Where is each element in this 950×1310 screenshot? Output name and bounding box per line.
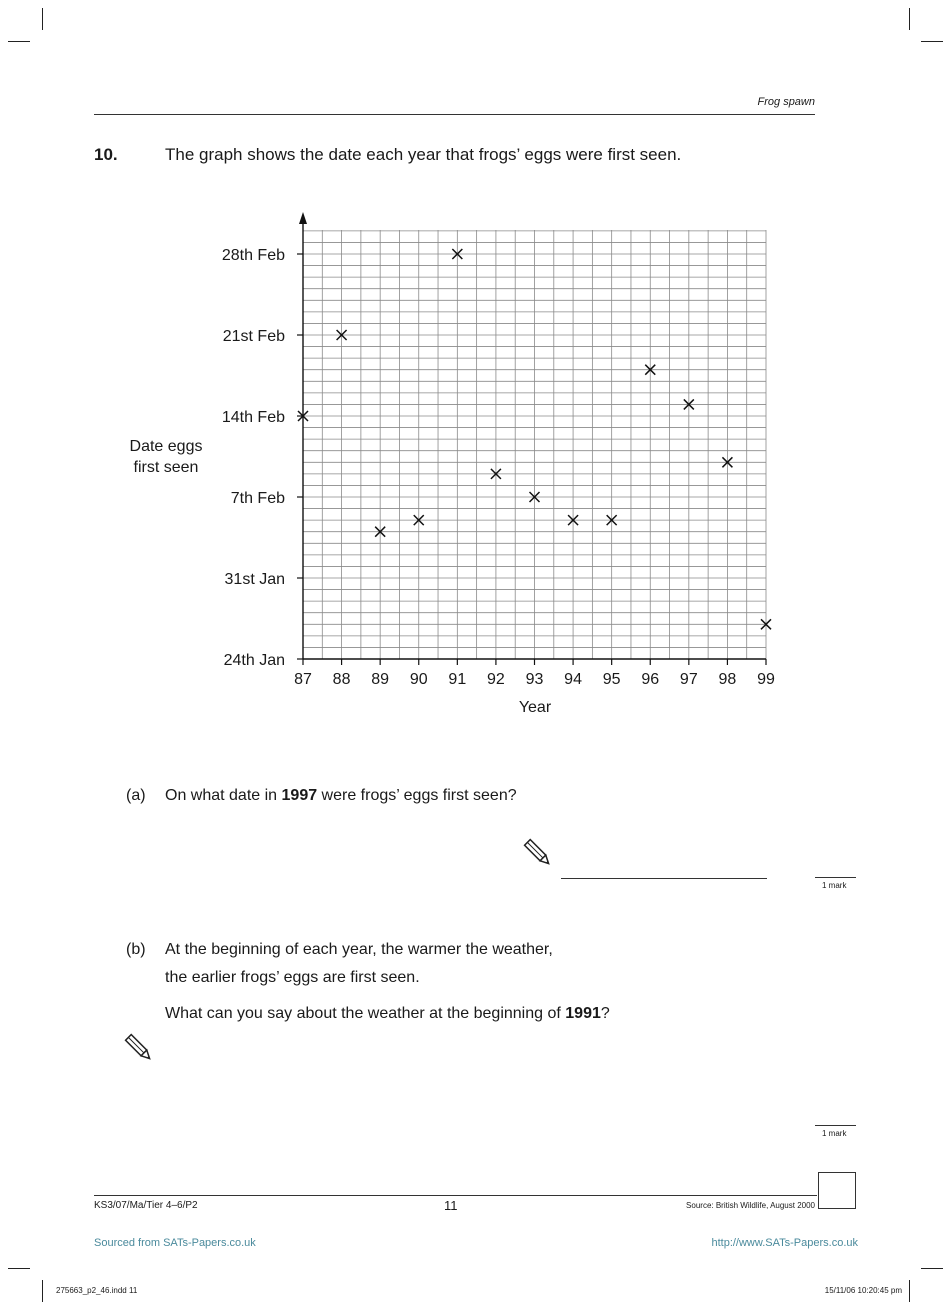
x-tick-label: 90	[409, 671, 428, 688]
part-a-question: On what date in 1997 were frogs’ eggs first seen?	[165, 787, 517, 804]
mark-label-a: 1 mark	[822, 881, 847, 890]
x-tick-label: 89	[371, 671, 390, 688]
crop-mark	[921, 1268, 943, 1269]
y-tick-label: 31st Jan	[224, 571, 285, 588]
x-tick-label: 87	[294, 671, 312, 688]
mark-label-b: 1 mark	[822, 1129, 847, 1138]
x-tick-label: 94	[564, 671, 582, 688]
x-tick-label: 97	[679, 671, 698, 688]
pencil-icon	[124, 1031, 154, 1070]
y-tick-label: 21st Feb	[222, 328, 285, 345]
crop-mark	[8, 1268, 30, 1269]
crop-mark	[909, 1280, 910, 1302]
x-tick-label: 98	[718, 671, 737, 688]
mark-rule	[815, 877, 856, 878]
footer-divider	[94, 1195, 817, 1196]
slug-timestamp: 15/11/06 10:20:45 pm	[824, 1286, 902, 1295]
page-number: 11	[444, 1198, 458, 1213]
slug-file: 275663_p2_46.indd 11	[56, 1286, 138, 1295]
part-b-line-1: At the beginning of each year, the warmer the weather,	[165, 941, 553, 958]
x-tick-label: 99	[757, 671, 775, 688]
website-link[interactable]: http://www.SATs-Papers.co.uk	[711, 1237, 858, 1249]
paper-code: KS3/07/Ma/Tier 4–6/P2	[94, 1200, 198, 1211]
y-tick-label: 28th Feb	[221, 247, 285, 264]
answer-line[interactable]	[561, 878, 767, 879]
part-a-letter: (a)	[126, 787, 146, 804]
y-axis-arrow	[299, 212, 307, 224]
part-b-line-2: the earlier frogs’ eggs are first seen.	[165, 969, 420, 986]
mark-rule	[815, 1125, 856, 1126]
marks-box	[818, 1172, 856, 1209]
y-axis-label: Date eggs	[129, 438, 203, 455]
pencil-icon	[523, 836, 553, 875]
running-header: Frog spawn	[757, 96, 815, 108]
y-axis-label: first seen	[133, 459, 199, 476]
part-b-question: What can you say about the weather at the beginning of 1991?	[165, 1005, 610, 1022]
x-tick-label: 92	[487, 671, 505, 688]
x-axis-label: Year	[518, 699, 552, 716]
question-number: 10.	[94, 145, 118, 164]
x-tick-label: 91	[448, 671, 467, 688]
question-text: The graph shows the date each year that frogs’ eggs were first seen.	[165, 145, 682, 164]
sourced-from: Sourced from SATs-Papers.co.uk	[94, 1237, 256, 1249]
part-b-letter: (b)	[126, 941, 146, 958]
x-tick-label: 88	[332, 671, 351, 688]
y-tick-label: 14th Feb	[221, 409, 285, 426]
x-tick-label: 95	[602, 671, 621, 688]
source-credit: Source: British Wildlife, August 2000	[686, 1201, 815, 1210]
x-tick-label: 96	[641, 671, 660, 688]
x-tick-label: 93	[525, 671, 544, 688]
y-tick-label: 7th Feb	[230, 490, 285, 507]
y-tick-label: 24th Jan	[223, 652, 285, 669]
crop-mark	[42, 1280, 43, 1302]
